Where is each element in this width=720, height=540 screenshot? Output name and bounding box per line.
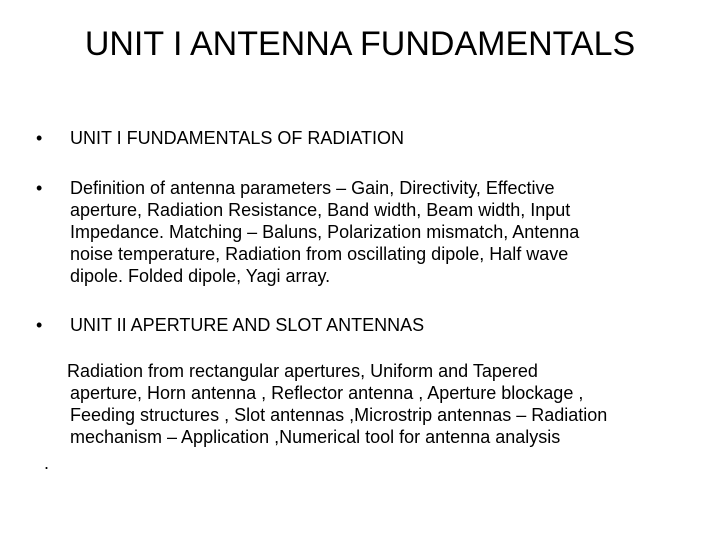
bullet-icon: • [36, 178, 43, 198]
bullet-icon: • [36, 128, 43, 148]
text-line: UNIT II APERTURE AND SLOT ANTENNAS [70, 315, 425, 335]
text-line: Impedance. Matching – Baluns, Polarization mismatch, Antenna [70, 222, 580, 242]
bullet-text [70, 314, 685, 336]
trailing-dot: . [44, 453, 50, 473]
bullet-text [70, 127, 685, 149]
bullet-icon: • [36, 315, 43, 335]
text-line: UNIT I FUNDAMENTALS OF RADIATION [70, 128, 405, 148]
bullet-item-unit-2-heading [36, 314, 686, 336]
slide-title: UNIT I ANTENNA FUNDAMENTALS [84, 25, 636, 63]
text-line: aperture, Horn antenna , Reflector antenna , Aperture blockage , [70, 383, 584, 403]
text-line: Radiation from rectangular apertures, Uniform and Tapered [67, 361, 538, 381]
text-line: aperture, Radiation Resistance, Band width, Beam width, Input [70, 200, 571, 220]
text-line: dipole. Folded dipole, Yagi array. [70, 266, 331, 286]
text-line: Definition of antenna parameters – Gain, Directivity, Effective [70, 178, 555, 198]
text-line: Feeding structures , Slot antennas ,Microstrip antennas – Radiation [70, 405, 608, 425]
bullet-item-unit-1-heading [36, 127, 686, 149]
text-line: noise temperature, Radiation from oscillating dipole, Half wave [70, 244, 569, 264]
bullet-text [70, 177, 685, 287]
unit-2-topics-paragraph [67, 360, 687, 448]
text-line: mechanism – Application ,Numerical tool for antenna analysis [70, 427, 561, 447]
bullet-item-unit-1-topics [36, 177, 686, 287]
